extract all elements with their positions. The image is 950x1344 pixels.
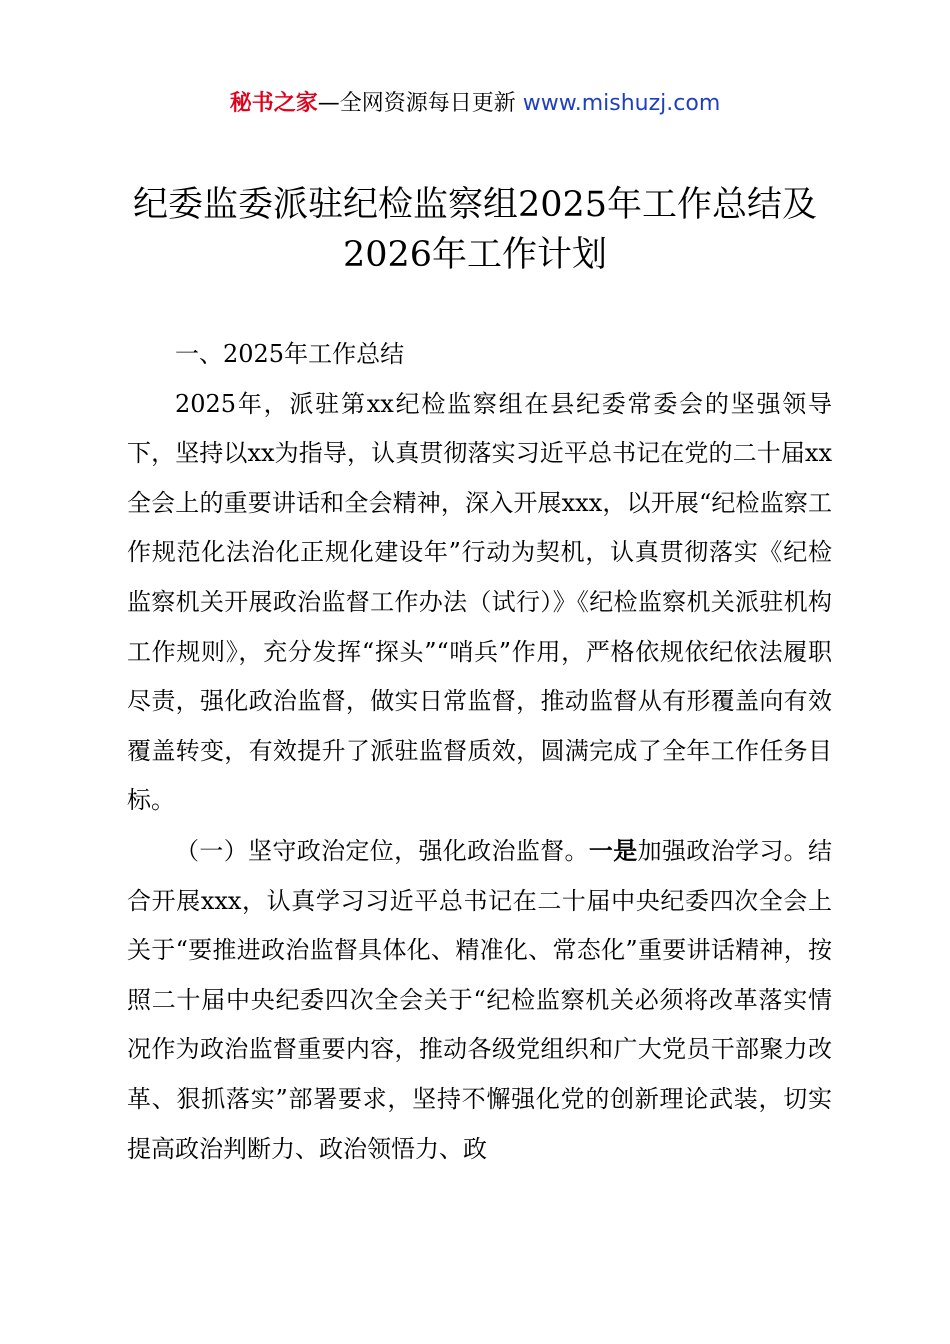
section-heading: 一、2025年工作总结 — [175, 340, 405, 368]
paragraph-summary: 2025年，派驻第xx纪检监察组在县纪委常委会的坚强领导下，坚持以xx为指导，认真贯彻落实习近平总书记在党的二十届xx全会上的重要讲话和全会精神，深入开展xxx，以开展“纪检监察工作规范化法治化正规化建设年”行动为契机，认真贯彻落实《纪检监察机关开展政治监督工作办法（试行）》《纪检监察机关派驻机构工作规则》，充分发挥“探头”“哨兵”作用，严格依规依纪依法履职尽责，强化政治监督，做实日常监督，推动监督从有形覆盖向有效覆盖转变，有效提升了派驻监督质效，圆满完成了全年工作任务目标。 — [127, 389, 832, 815]
banner-tagline: —全网资源每日更新 — [317, 91, 523, 116]
document-title — [100, 180, 850, 280]
paragraph-political-supervision — [127, 826, 832, 1174]
point-text: 加强政治学习。结合开展xxx，认真学习习近平总书记在二十届中央纪委四次全会上关于“要推进政治监督具体化、精准化、常态化”重要讲话精神，按照二十届中央纪委四次全会关于“纪检监察机关必须将改革落实情况作为政治监督重要内容，推动各级党组织和广大党员干部聚力改革、狠抓落实”部署要求，坚持不懈强化党的创新理论武装，切实提高政治判断力、政治领悟力、政 — [127, 836, 833, 1163]
title-line-1: 纪委监委派驻纪检监察组2025年工作总结及 — [132, 185, 818, 225]
document-body — [127, 330, 832, 1174]
brand-name: 秘书之家 — [229, 91, 318, 116]
subsection-heading: （一）坚守政治定位，强化政治监督。 — [175, 836, 589, 865]
point-lead: 一是 — [588, 835, 638, 865]
title-line-2: 2026年工作计划 — [342, 235, 608, 275]
site-url-link[interactable]: www.mishuzj.com — [522, 91, 721, 116]
site-banner — [0, 88, 950, 120]
